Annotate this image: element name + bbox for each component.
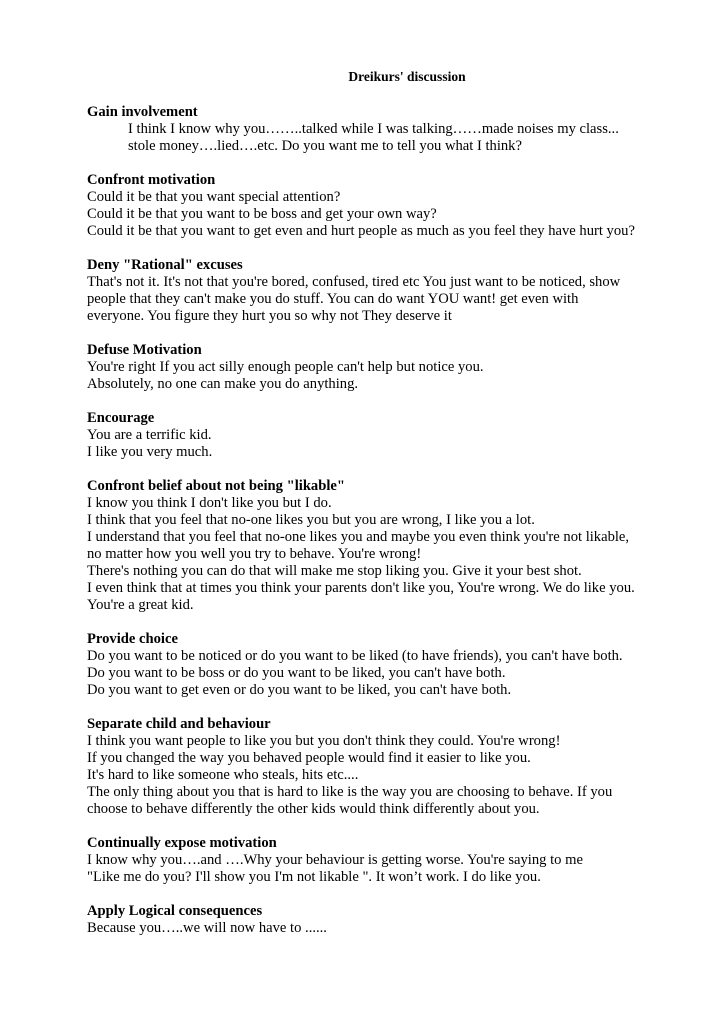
paragraph-line: I think that you feel that no-one likes you but you are wrong, I like you a lot. [87,512,535,528]
section [87,342,687,393]
paragraph-line: There's nothing you can do that will make me stop liking you. Give it your best shot. [87,563,582,579]
paragraph-line: choose to behave differently the other kids would think differently about you. [87,801,540,817]
section-heading: Deny "Rational" excuses [87,257,243,273]
section [87,104,687,155]
paragraph-line: "Like me do you? I'll show you I'm not likable ". It won’t work. I do like you. [87,869,541,885]
section [87,631,687,699]
section-heading: Separate child and behaviour [87,716,271,732]
paragraph-line: Because you…..we will now have to ...... [87,920,327,936]
section-heading: Provide choice [87,631,178,647]
section [87,903,687,937]
section [87,478,687,614]
paragraph-line: no matter how you well you try to behave. You're wrong! [87,546,422,562]
paragraph-line: You are a terrific kid. [87,427,212,443]
paragraph-line: I think I know why you……..talked while I was talking……made noises my class... [128,121,619,137]
paragraph-line: It's hard to like someone who steals, hits etc.... [87,767,359,783]
paragraph-line: I like you very much. [87,444,213,460]
paragraph-line: everyone. You figure they hurt you so why not They deserve it [87,308,452,324]
section-heading: Apply Logical consequences [87,903,263,919]
paragraph-line: Could it be that you want to get even and hurt people as much as you feel they have hurt you? [87,223,635,239]
paragraph-line: stole money….lied….etc. Do you want me to tell you what I think? [128,138,522,154]
paragraph-line: Could it be that you want special attention? [87,189,341,205]
paragraph-line: I think you want people to like you but you don't think they could. You're wrong! [87,733,561,749]
paragraph-line: I understand that you feel that no-one likes you and maybe you even think you're not likable, [87,529,630,545]
paragraph-line: I know why you….and ….Why your behaviour is getting worse. You're saying to me [87,852,583,868]
paragraph-line: You're a great kid. [87,597,194,613]
paragraph-line: I even think that at times you think your parents don't like you, You're wrong. We do like you. [87,580,635,596]
section [87,410,687,461]
paragraph-line: If you changed the way you behaved people would find it easier to like you. [87,750,531,766]
paragraph-line: Could it be that you want to be boss and get your own way? [87,206,437,222]
section [87,716,687,818]
section-heading: Encourage [87,410,155,426]
paragraph-line: I know you think I don't like you but I do. [87,495,332,511]
document-sections [87,104,687,937]
paragraph-line: Do you want to get even or do you want to be liked, you can't have both. [87,682,512,698]
paragraph-line: The only thing about you that is hard to like is the way you are choosing to behave. If you [87,784,613,800]
paragraph-line: Do you want to be boss or do you want to be liked, you can't have both. [87,665,506,681]
section [87,172,687,240]
section-heading: Confront belief about not being "likable" [87,478,345,494]
section-heading: Continually expose motivation [87,835,277,851]
section [87,835,687,886]
paragraph-line: Absolutely, no one can make you do anything. [87,376,359,392]
paragraph-line: Do you want to be noticed or do you want to be liked (to have friends), you can't have both. [87,648,623,664]
section-heading: Defuse Motivation [87,342,202,358]
paragraph-line: That's not it. It's not that you're bored, confused, tired etc You just want to be noticed, show [87,274,621,290]
section-heading: Confront motivation [87,172,216,188]
document-title: Dreikurs' discussion [348,69,466,84]
section [87,257,687,325]
paragraph-line: You're right If you act silly enough people can't help but notice you. [87,359,484,375]
paragraph-line: people that they can't make you do stuff. You can do want YOU want! get even with [87,291,579,307]
section-heading: Gain involvement [87,104,198,120]
document-page [87,68,687,954]
